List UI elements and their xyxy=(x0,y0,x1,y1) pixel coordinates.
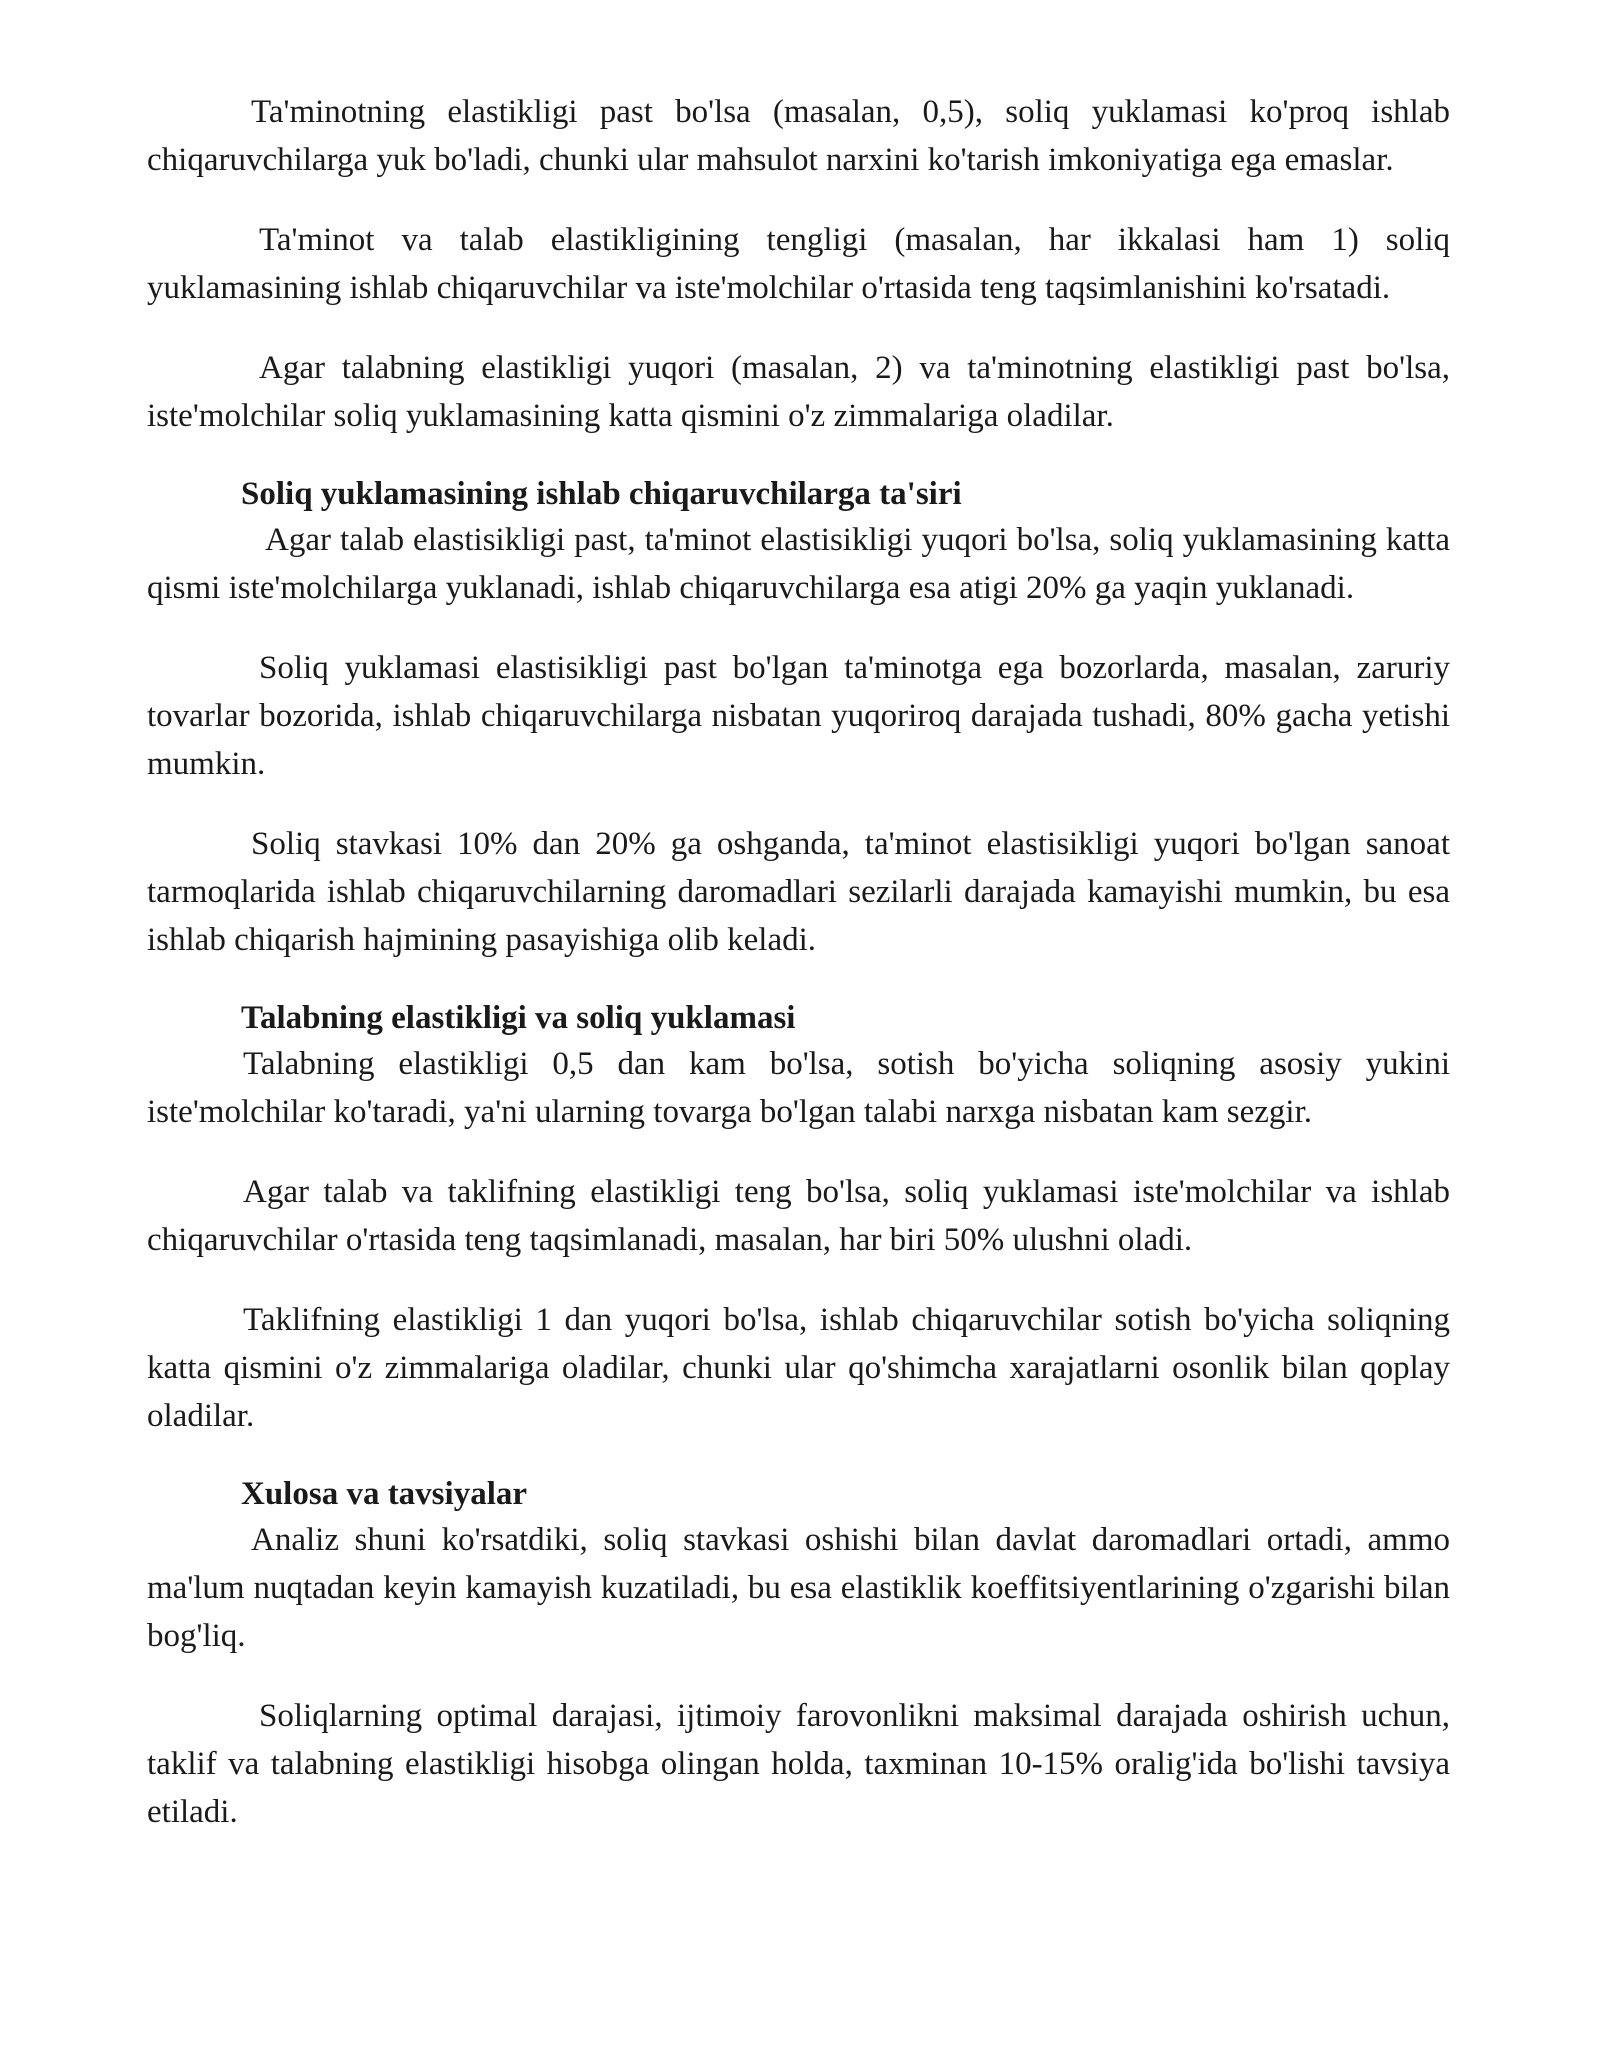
paragraph: Soliqlarning optimal darajasi, ijtimoiy farovonlikni maksimal darajada oshirish uchun, taklif va talabning elastikligi hisobga olingan holda, taxminan 10-15% oralig'ida bo'lishi tavsiya etiladi. xyxy=(147,1698,1450,1830)
paragraph: Agar talabning elastikligi yuqori (masalan, 2) va ta'minotning elastikligi past bo'lsa, iste'molchilar soliq yuklamasining katta qismini o'z zimmalariga oladilar. xyxy=(147,350,1450,434)
paragraph: Agar talab elastisikligi past, ta'minot elastisikligi yuqori bo'lsa, soliq yuklamasining katta qismi iste'molchilarga yuklanadi, ishlab chiqaruvchilarga esa atigi 20% ga yaqin yuklanadi. xyxy=(147,522,1450,606)
paragraph: Analiz shuni ko'rsatdiki, soliq stavkasi oshishi bilan davlat daromadlari ortadi, ammo ma'lum nuqtadan keyin kamayish kuzatiladi, bu esa elastiklik koeffitsiyentlarining o'zgarishi bilan bog'liq. xyxy=(147,1522,1450,1654)
paragraph: Ta'minotning elastikligi past bo'lsa (masalan, 0,5), soliq yuklamasi ko'proq ishlab chiqaruvchilarga yuk bo'ladi, chunki ular mahsulot narxini ko'tarish imkoniyatiga ega emaslar. xyxy=(147,94,1450,178)
paragraph: Agar talab va taklifning elastikligi teng bo'lsa, soliq yuklamasi iste'molchilar va ishlab chiqaruvchilar o'rtasida teng taqsimlanadi, masalan, har biri 50% ulushni oladi. xyxy=(147,1174,1450,1258)
paragraph: Soliq yuklamasi elastisikligi past bo'lgan ta'minotga ega bozorlarda, masalan, zaruriy tovarlar bozorida, ishlab chiqaruvchilarga nisbatan yuqoriroq darajada tushadi, 80% gacha yetishi mumkin. xyxy=(147,650,1450,782)
paragraph: Ta'minot va talab elastikligining tengligi (masalan, har ikkalasi ham 1) soliq yuklamasining ishlab chiqaruvchilar va iste'molchilar o'rtasida teng taqsimlanishini ko'rsatadi. xyxy=(147,222,1450,306)
section-heading: Xulosa va tavsiyalar xyxy=(241,1476,528,1512)
document-page xyxy=(147,88,1450,1868)
section-heading: Talabning elastikligi va soliq yuklamasi xyxy=(241,1000,796,1036)
paragraph: Soliq stavkasi 10% dan 20% ga oshganda, ta'minot elastisikligi yuqori bo'lgan sanoat tarmoqlarida ishlab chiqaruvchilarning daromadlari sezilarli darajada kamayishi mumkin, bu esa ishlab chiqarish hajmining pasayishiga olib keladi. xyxy=(147,826,1450,958)
section-heading: Soliq yuklamasining ishlab chiqaruvchilarga ta'siri xyxy=(241,476,962,512)
paragraph: Taklifning elastikligi 1 dan yuqori bo'lsa, ishlab chiqaruvchilar sotish bo'yicha soliqning katta qismini o'z zimmalariga oladilar, chunki ular qo'shimcha xarajatlarni osonlik bilan qoplay oladilar. xyxy=(147,1302,1450,1434)
paragraph: Talabning elastikligi 0,5 dan kam bo'lsa, sotish bo'yicha soliqning asosiy yukini iste'molchilar ko'taradi, ya'ni ularning tovarga bo'lgan talabi narxga nisbatan kam sezgir. xyxy=(147,1046,1450,1130)
